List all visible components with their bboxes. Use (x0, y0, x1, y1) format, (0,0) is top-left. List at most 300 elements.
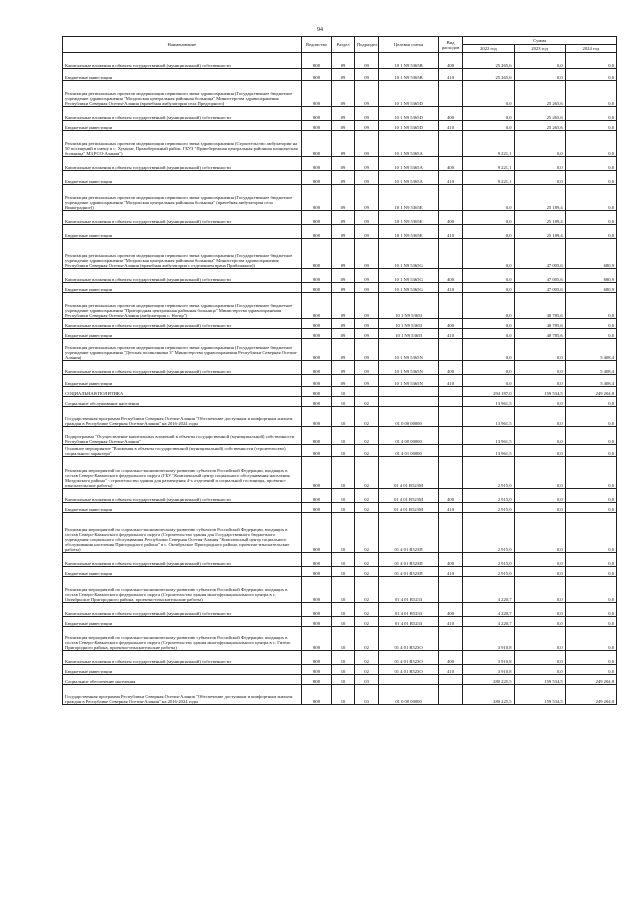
row-vid (438, 577, 463, 603)
header-2024: 2024 год (565, 45, 616, 53)
row-name: Реализация мероприятий по социально-экономическому развитию субъектов Российской Федерации, входящих в состав Северо-Кавказского федерального округа (ГБУ "Комплексный центр социального обслуживания населения Моздокского района" - строительство здания для размещения 4-х отделений и социальной гостиницы, проектно-изыскательские работы) (63, 457, 302, 489)
row-podrazdel: 02 (354, 651, 379, 665)
row-ved: 808 (301, 603, 332, 617)
row-2022: 4 220,7 (463, 617, 514, 627)
row-podrazdel: 09 (354, 361, 379, 375)
row-2023: 25 189,4 (514, 185, 565, 211)
row-2022: 3 910,8 (463, 627, 514, 651)
table-row (63, 651, 617, 665)
row-ved: 808 (301, 131, 332, 157)
row-razdel: 10 (332, 513, 355, 553)
row-2023: 47 005,6 (514, 283, 565, 293)
row-2023: 25 265,6 (514, 107, 565, 121)
row-name: Бюджетные инвестиции (63, 69, 302, 81)
row-2023: 0,0 (514, 577, 565, 603)
row-2022: 0,0 (463, 239, 514, 269)
row-ved: 808 (301, 81, 332, 107)
table-row (63, 665, 617, 675)
table-row (63, 603, 617, 617)
header-razdel: Раздел (332, 37, 355, 53)
row-2024: 0,0 (565, 107, 616, 121)
row-cst: 01 4 01 R5233 (379, 617, 438, 627)
row-2022: 0,0 (463, 361, 514, 375)
row-razdel: 09 (332, 339, 355, 361)
row-name: Реализация региональных проектов модернизации первичного звена здравоохранения (Государственное бюджетное учреждение здравоохранения "Детская поликлиника 3" Министерства здравоохранения Республики Северная Осетия-Алания) (63, 339, 302, 361)
row-2023: 159 534,5 (514, 387, 565, 397)
table-row (63, 617, 617, 627)
row-2024: 0,0 (565, 131, 616, 157)
row-vid: 400 (438, 603, 463, 617)
row-2024: 0,0 (565, 407, 616, 427)
table-row (63, 387, 617, 397)
row-cst: 01 4 01 R523О (379, 627, 438, 651)
table-row (63, 457, 617, 489)
row-name: Капитальные вложения в объекты государственной (муниципальной) собственности (63, 489, 302, 503)
row-vid (438, 675, 463, 685)
row-cst: 01 4 00 00000 (379, 427, 438, 445)
row-cst (379, 675, 438, 685)
row-2024: 0,0 (565, 567, 616, 577)
row-2023: 0,0 (514, 361, 565, 375)
row-vid (438, 427, 463, 445)
row-name: Реализация региональных проектов модернизации первичного звена здравоохранения (Государственное бюджетное учреждение здравоохранения "Моздокская центральная районная больница" Министерства здравоохранения Республики Северная Осетия-Алания (врачебная амбулатория села Предгорного) (63, 81, 302, 107)
row-podrazdel: 09 (354, 239, 379, 269)
row-2022: 0,0 (463, 225, 514, 239)
row-podrazdel: 02 (354, 513, 379, 553)
row-2022: 9 221,1 (463, 171, 514, 185)
row-razdel: 10 (332, 675, 355, 685)
row-ved: 808 (301, 121, 332, 131)
row-cst: 10 1 N9 5365I (379, 293, 438, 319)
row-2024: 0,0 (565, 121, 616, 131)
row-cst: 01 4 01 R523М (379, 457, 438, 489)
row-razdel: 10 (332, 503, 355, 513)
row-name: Реализация региональных проектов модернизации первичного звена здравоохранения (Государственное бюджетное учреждение здравоохранения "Моздокская центральная районная больница" Министерства здравоохранения Республики Северная Осетия-Алания (врачебная амбулатория с отделением врача Приближное)) (63, 239, 302, 269)
row-2024: 0,0 (565, 397, 616, 407)
row-razdel: 10 (332, 553, 355, 567)
row-2022: 2 915,0 (463, 503, 514, 513)
row-cst: 10 1 N9 5365D (379, 121, 438, 131)
row-cst: 10 1 N9 5365A (379, 171, 438, 185)
row-2022: 2 915,0 (463, 553, 514, 567)
row-podrazdel: 02 (354, 503, 379, 513)
row-2022: 25 265,6 (463, 53, 514, 69)
row-vid (438, 685, 463, 705)
row-name: Капитальные вложения в объекты государственной (муниципальной) собственности (63, 107, 302, 121)
row-razdel: 10 (332, 427, 355, 445)
row-2024: 0,0 (565, 293, 616, 319)
row-name: Капитальные вложения в объекты государственной (муниципальной) собственности (63, 53, 302, 69)
row-cst (379, 397, 438, 407)
row-ved: 808 (301, 171, 332, 185)
row-razdel: 09 (332, 319, 355, 329)
row-podrazdel (354, 387, 379, 397)
row-vid (438, 339, 463, 361)
row-podrazdel: 03 (354, 685, 379, 705)
row-razdel: 09 (332, 293, 355, 319)
row-2023: 0,0 (514, 553, 565, 567)
row-vid: 410 (438, 171, 463, 185)
row-name: Реализация региональных проектов модернизации первичного звена здравоохранения (Государственное бюджетное учреждение здравоохранения "Пригородная центральная районная больница" Министерства здравоохранения Республики Северная Осетия-Алания (амбулатория с. Ногир") (63, 293, 302, 319)
row-2024: 0,0 (565, 577, 616, 603)
row-2023: 0,0 (514, 603, 565, 617)
page-number: 94 (317, 27, 323, 33)
row-name: Реализация региональных проектов модернизации первичного звена здравоохранения (Государственное бюджетное учреждение здравоохранения "Моздокская центральная районная больница" (врачебная амбулатория села Виноградное)) (63, 185, 302, 211)
row-2023: 0,0 (514, 157, 565, 171)
row-podrazdel: 02 (354, 427, 379, 445)
row-ved: 808 (301, 627, 332, 651)
row-name: Реализация мероприятий по социально-экономическому развитию субъектов Российской Федерации, входящих в состав Северо-Кавказского федерального округа (Строительство здания для Государственного бюджетного учреждения социального обслуживания Республики Северная Осетия-Алания "Комплексный центр социального обслуживания населения Пригородного района" в с. Октябрьское Пригородного района, проектно-изыскательские работы) (63, 513, 302, 553)
row-vid (438, 627, 463, 651)
row-2022: 0,0 (463, 293, 514, 319)
table-body (63, 53, 617, 705)
row-razdel: 09 (332, 239, 355, 269)
row-vid: 400 (438, 157, 463, 171)
table-row (63, 69, 617, 81)
row-cst: 10 1 N9 5365G (379, 269, 438, 283)
row-podrazdel: 02 (354, 445, 379, 457)
row-vid: 410 (438, 503, 463, 513)
row-name: Капитальные вложения в объекты государственной (муниципальной) собственности (63, 603, 302, 617)
row-podrazdel: 09 (354, 185, 379, 211)
table-row (63, 577, 617, 603)
row-2024: 0,0 (565, 553, 616, 567)
row-ved: 808 (301, 107, 332, 121)
row-2023: 40 785,6 (514, 329, 565, 339)
row-2022: 2 915,0 (463, 567, 514, 577)
row-ved: 808 (301, 329, 332, 339)
row-podrazdel: 02 (354, 603, 379, 617)
table-row (63, 675, 617, 685)
row-vid: 400 (438, 553, 463, 567)
row-2024: 5 408,4 (565, 339, 616, 361)
row-2024: 0,0 (565, 427, 616, 445)
row-cst: 10 1 N9 5365E (379, 225, 438, 239)
row-vid: 400 (438, 489, 463, 503)
table-row (63, 211, 617, 225)
row-ved: 808 (301, 427, 332, 445)
row-2024: 0,0 (565, 81, 616, 107)
row-razdel: 09 (332, 375, 355, 387)
table-row (63, 627, 617, 651)
row-2024: 0,0 (565, 329, 616, 339)
table-row (63, 269, 617, 283)
row-ved: 808 (301, 675, 332, 685)
row-vid: 410 (438, 329, 463, 339)
row-2024: 0,0 (565, 513, 616, 553)
row-2024: 0,0 (565, 211, 616, 225)
row-ved: 808 (301, 375, 332, 387)
row-podrazdel: 09 (354, 329, 379, 339)
row-razdel: 09 (332, 269, 355, 283)
row-cst: 01 0 00 00000 (379, 685, 438, 705)
row-ved: 808 (301, 445, 332, 457)
row-cst: 10 1 N9 5365E (379, 185, 438, 211)
row-2022: 13 961,5 (463, 397, 514, 407)
header-ved: Ведомство (301, 37, 332, 53)
row-razdel: 10 (332, 387, 355, 397)
row-name: Капитальные вложения в объекты государственной (муниципальной) собственности (63, 361, 302, 375)
table-row (63, 293, 617, 319)
row-razdel: 09 (332, 81, 355, 107)
row-cst: 10 1 N9 5365D (379, 81, 438, 107)
row-razdel: 09 (332, 185, 355, 211)
row-cst: 10 1 N9 5365G (379, 239, 438, 269)
table-row (63, 107, 617, 121)
row-razdel: 10 (332, 445, 355, 457)
row-2022: 2 915,0 (463, 489, 514, 503)
row-razdel: 10 (332, 685, 355, 705)
row-cst: 01 4 01 R523М (379, 489, 438, 503)
row-podrazdel: 09 (354, 53, 379, 69)
row-cst: 01 4 01 R523О (379, 651, 438, 665)
table-row (63, 567, 617, 577)
row-2024: 5 408,4 (565, 361, 616, 375)
row-2023: 40 785,6 (514, 293, 565, 319)
row-2023: 25 189,4 (514, 211, 565, 225)
row-2023: 0,0 (514, 457, 565, 489)
row-vid: 400 (438, 53, 463, 69)
row-2024: 249 204,8 (565, 675, 616, 685)
row-vid: 410 (438, 225, 463, 239)
row-ved: 808 (301, 567, 332, 577)
row-cst: 01 4 01 R523П (379, 513, 438, 553)
row-2022: 0,0 (463, 121, 514, 131)
row-2023: 0,0 (514, 651, 565, 665)
row-name: Бюджетные инвестиции (63, 225, 302, 239)
row-cst: 10 1 N9 5365I (379, 329, 438, 339)
row-cst: 01 4 01 R5233 (379, 603, 438, 617)
row-cst: 10 1 N9 5365N (379, 361, 438, 375)
row-razdel: 10 (332, 665, 355, 675)
table-row (63, 225, 617, 239)
row-ved: 808 (301, 617, 332, 627)
row-2024: 0,0 (565, 445, 616, 457)
row-ved: 808 (301, 53, 332, 69)
row-ved: 808 (301, 387, 332, 397)
header-2023: 2023 год (514, 45, 565, 53)
row-2024: 249 204,8 (565, 387, 616, 397)
row-2022: 294 187,0 (463, 387, 514, 397)
row-name: Государственная программа Республики Северная Осетия-Алания "Обеспечение доступным и комфортным жильем граждан в Республике Северная Осетия-Алания" на 2016-2024 годы (63, 685, 302, 705)
table-row (63, 283, 617, 293)
row-2024: 0,0 (565, 603, 616, 617)
row-name: Бюджетные инвестиции (63, 121, 302, 131)
row-2022: 13 961,5 (463, 445, 514, 457)
row-ved: 808 (301, 651, 332, 665)
row-razdel: 09 (332, 121, 355, 131)
row-2022: 4 220,7 (463, 603, 514, 617)
row-ved: 808 (301, 397, 332, 407)
row-2024: 0,0 (565, 627, 616, 651)
row-2024: 0,0 (565, 489, 616, 503)
row-2023: 0,0 (514, 513, 565, 553)
row-2023: 25 265,6 (514, 121, 565, 131)
row-2022: 9 221,1 (463, 157, 514, 171)
row-2024: 0,0 (565, 503, 616, 513)
row-ved: 808 (301, 185, 332, 211)
row-razdel: 09 (332, 329, 355, 339)
budget-table (62, 36, 617, 705)
row-2023: 0,0 (514, 397, 565, 407)
row-name: Бюджетные инвестиции (63, 617, 302, 627)
row-podrazdel: 09 (354, 269, 379, 283)
row-name: Реализация региональных проектов модернизации первичного звена здравоохранения (Строительство амбулатории на 50 посещений в смену в с. Хумалаг, Правобережный район. ГБУЗ "Правобережная центральная районная клиническая больница" МЗ РСО-Алания") (63, 131, 302, 157)
row-cst: 01 4 01 00000 (379, 445, 438, 457)
row-ved: 808 (301, 283, 332, 293)
row-2023: 0,0 (514, 503, 565, 513)
row-2024: 0,0 (565, 617, 616, 627)
row-2024: 0,0 (565, 651, 616, 665)
row-vid (438, 81, 463, 107)
row-2022: 0,0 (463, 185, 514, 211)
row-2023: 0,0 (514, 489, 565, 503)
row-2023: 0,0 (514, 407, 565, 427)
row-ved: 808 (301, 293, 332, 319)
row-name: Реализация мероприятий по социально-экономическому развитию субъектов Российской Федерации, входящих в состав Северо-Кавказского федерального округа (Строительство здания многофункционального центра в с. Октябрьское Пригородного района, проектно-изыскательские работы) (63, 577, 302, 603)
header-name: Наименование (63, 37, 302, 53)
row-2024: 0,0 (565, 171, 616, 185)
row-vid (438, 239, 463, 269)
row-name: Бюджетные инвестиции (63, 503, 302, 513)
row-podrazdel: 09 (354, 107, 379, 121)
table-row (63, 513, 617, 553)
row-2023: 159 534,5 (514, 675, 565, 685)
row-2022: 0,0 (463, 319, 514, 329)
row-2023: 47 005,6 (514, 239, 565, 269)
row-vid: 410 (438, 283, 463, 293)
row-name: Бюджетные инвестиции (63, 567, 302, 577)
row-2023: 25 189,4 (514, 225, 565, 239)
table-row (63, 407, 617, 427)
row-razdel: 09 (332, 171, 355, 185)
row-ved: 808 (301, 239, 332, 269)
row-ved: 808 (301, 225, 332, 239)
row-razdel: 09 (332, 53, 355, 69)
table-row (63, 685, 617, 705)
row-cst: 10 1 N9 5365A (379, 131, 438, 157)
row-2022: 0,0 (463, 211, 514, 225)
row-name: Бюджетные инвестиции (63, 375, 302, 387)
row-2023: 0,0 (514, 567, 565, 577)
row-name: СОЦИАЛЬНАЯ ПОЛИТИКА (63, 387, 302, 397)
row-name: Подпрограмма "Осуществление капитальных вложений в объекты государственной (муниципальной) собственности Республики Северная Осетия-Алания" (63, 427, 302, 445)
row-vid (438, 185, 463, 211)
row-podrazdel: 02 (354, 577, 379, 603)
table-row (63, 185, 617, 211)
row-name: Бюджетные инвестиции (63, 283, 302, 293)
table-row (63, 53, 617, 69)
row-2024: 680,9 (565, 239, 616, 269)
header-cst: Целевая статья (379, 37, 438, 53)
row-2024: 0,0 (565, 185, 616, 211)
row-cst: 10 1 N9 5365G (379, 283, 438, 293)
row-vid: 410 (438, 567, 463, 577)
table-row (63, 427, 617, 445)
row-vid: 400 (438, 107, 463, 121)
row-vid: 410 (438, 617, 463, 627)
row-razdel: 10 (332, 489, 355, 503)
row-razdel: 10 (332, 603, 355, 617)
row-razdel: 10 (332, 567, 355, 577)
row-podrazdel: 09 (354, 121, 379, 131)
row-vid (438, 445, 463, 457)
row-2023: 0,0 (514, 131, 565, 157)
row-razdel: 09 (332, 131, 355, 157)
row-2024: 0,0 (565, 53, 616, 69)
row-podrazdel: 09 (354, 211, 379, 225)
row-name: Реализация мероприятий по социально-экономическому развитию субъектов Российской Федерации, входящих в состав Северо-Кавказского федерального округа (Строительство здания многофункционального центра в с. Гизель Пригородного района, проектно-изыскательские работы) (63, 627, 302, 651)
row-razdel: 10 (332, 457, 355, 489)
row-name: Капитальные вложения в объекты государственной (муниципальной) собственности (63, 651, 302, 665)
row-vid (438, 131, 463, 157)
row-ved: 808 (301, 685, 332, 705)
row-podrazdel: 09 (354, 339, 379, 361)
row-2022: 280 225,5 (463, 685, 514, 705)
row-vid: 400 (438, 319, 463, 329)
row-vid: 400 (438, 269, 463, 283)
row-2022: 0,0 (463, 283, 514, 293)
row-name: Социальное обслуживание населения (63, 397, 302, 407)
row-vid (438, 387, 463, 397)
row-cst: 01 4 01 R523П (379, 553, 438, 567)
row-cst: 10 1 N9 5365B (379, 53, 438, 69)
row-vid: 410 (438, 375, 463, 387)
row-razdel: 10 (332, 397, 355, 407)
row-razdel: 10 (332, 651, 355, 665)
row-cst: 01 0 00 00000 (379, 407, 438, 427)
row-cst: 10 1 N9 5365N (379, 339, 438, 361)
header-summa: Сумма (463, 37, 617, 45)
row-vid (438, 293, 463, 319)
row-cst: 01 4 01 R523М (379, 503, 438, 513)
row-2024: 5 408,4 (565, 375, 616, 387)
row-2023: 40 785,6 (514, 319, 565, 329)
row-podrazdel: 09 (354, 157, 379, 171)
row-2022: 2 915,0 (463, 457, 514, 489)
table-row (63, 319, 617, 329)
row-ved: 808 (301, 269, 332, 283)
table-row (63, 503, 617, 513)
table-row (63, 121, 617, 131)
row-name: Социальное обеспечение населения (63, 675, 302, 685)
row-ved: 808 (301, 553, 332, 567)
row-2022: 0,0 (463, 269, 514, 283)
row-2022: 13 961,5 (463, 427, 514, 445)
row-podrazdel: 02 (354, 617, 379, 627)
row-vid: 400 (438, 361, 463, 375)
row-2022: 0,0 (463, 107, 514, 121)
row-podrazdel: 02 (354, 397, 379, 407)
row-podrazdel: 09 (354, 375, 379, 387)
table-row (63, 445, 617, 457)
row-2023: 0,0 (514, 427, 565, 445)
row-vid (438, 397, 463, 407)
header-2022: 2022 год (463, 45, 514, 53)
row-cst: 10 1 N9 5365N (379, 375, 438, 387)
row-ved: 808 (301, 69, 332, 81)
row-name: Капитальные вложения в объекты государственной (муниципальной) собственности (63, 157, 302, 171)
row-ved: 808 (301, 407, 332, 427)
row-name: Капитальные вложения в объекты государственной (муниципальной) собственности (63, 269, 302, 283)
row-ved: 808 (301, 211, 332, 225)
row-2024: 0,0 (565, 69, 616, 81)
row-2022: 2 915,0 (463, 513, 514, 553)
row-name: Капитальные вложения в объекты государственной (муниципальной) собственности (63, 211, 302, 225)
row-2022: 3 910,8 (463, 651, 514, 665)
row-ved: 808 (301, 319, 332, 329)
row-podrazdel: 09 (354, 283, 379, 293)
